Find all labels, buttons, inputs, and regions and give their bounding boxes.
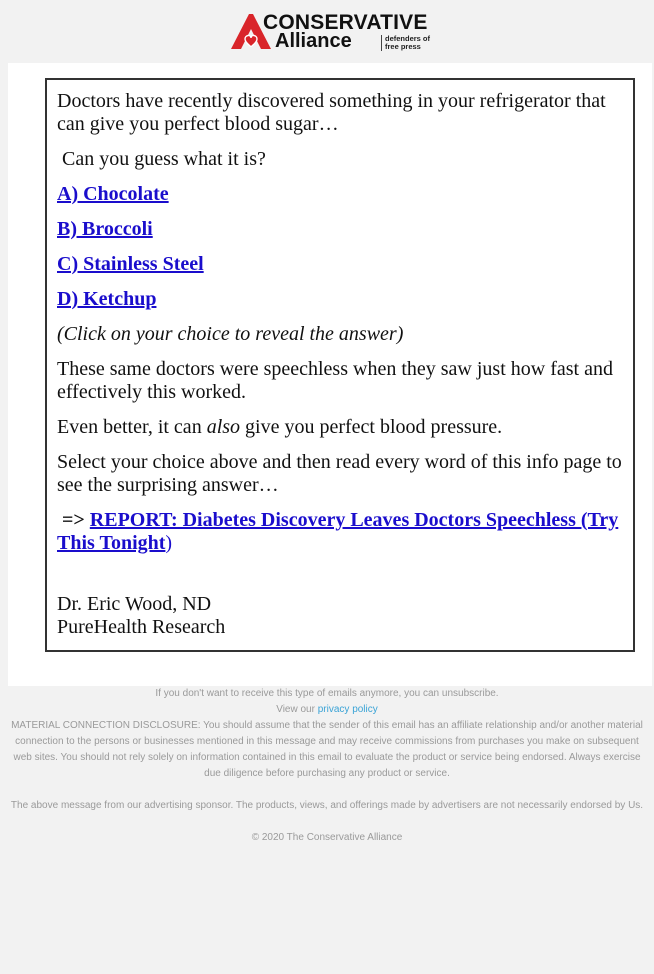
arrow-marker: =>	[62, 509, 85, 531]
click-hint-text: (Click on your choice to reveal the answer)	[57, 323, 404, 345]
footer	[0, 686, 654, 846]
choice-c-link[interactable]: C) Stainless Steel	[57, 253, 204, 275]
intro-text: Doctors have recently discovered something in your refrigerator that can give you perfect blood sugar…	[57, 90, 606, 135]
even-better-suffix: give you perfect blood pressure.	[240, 416, 503, 438]
brand-logo[interactable]	[229, 12, 433, 52]
report-close-paren: )	[165, 532, 173, 554]
even-better-text	[57, 416, 625, 439]
disclosure-text: MATERIAL CONNECTION DISCLOSURE: You should assume that the sender of this email has an affiliate relationship and/or another material connection to the persons or businesses mentioned in this message and may receive commissions from purchases you make on subsequent web sites. You should not rely solely on information contained in this email to evaluate the product or service being endorsed. Always exercise due diligence before purchasing any product or service.	[11, 720, 643, 779]
signature-org: PureHealth Research	[57, 616, 226, 638]
content-box	[45, 78, 635, 652]
select-prompt: Select your choice above and then read every word of this info page to see the surprising answer…	[57, 451, 622, 496]
choice-b-link[interactable]: B) Broccoli	[57, 218, 153, 240]
unsubscribe-text: If you don't want to receive this type of emails anymore, you can unsubscribe.	[155, 688, 499, 699]
speechless-text: These same doctors were speechless when they saw just how fast and effectively this worked.	[57, 358, 613, 403]
sponsor-note: The above message from our advertising sponsor. The products, views, and offerings made by advertisers are not necessarily endorsed by Us.	[10, 800, 644, 811]
choice-a	[57, 183, 625, 206]
even-better-prefix: Even better, it can	[57, 416, 207, 438]
brand-name-bottom: Alliance	[275, 30, 352, 52]
article-body	[57, 90, 625, 639]
view-our-label: View our	[276, 704, 318, 715]
signature-name: Dr. Eric Wood, ND	[57, 593, 212, 615]
choice-a-link[interactable]: A) Chocolate	[57, 183, 169, 205]
choice-c	[57, 253, 625, 276]
brand-tagline: defenders of free press	[381, 35, 437, 51]
signature	[57, 593, 625, 639]
report-link[interactable]: REPORT: Diabetes Discovery Leaves Doctors Speechless (Try This Tonight	[57, 509, 619, 554]
privacy-line	[0, 702, 654, 718]
question-text	[57, 148, 625, 171]
copyright: © 2020 The Conservative Alliance	[251, 832, 403, 843]
choice-b	[57, 218, 625, 241]
brand-name-top: CONSERVATIVE	[263, 11, 428, 34]
choice-d	[57, 288, 625, 311]
privacy-policy-link[interactable]: privacy policy	[317, 704, 378, 715]
question-label: Can you guess what it is?	[62, 148, 266, 170]
report-line	[57, 509, 625, 555]
choice-d-link[interactable]: D) Ketchup	[57, 288, 157, 310]
click-hint	[57, 323, 625, 346]
header-bar	[0, 0, 654, 63]
even-better-emphasis: also	[206, 416, 241, 438]
